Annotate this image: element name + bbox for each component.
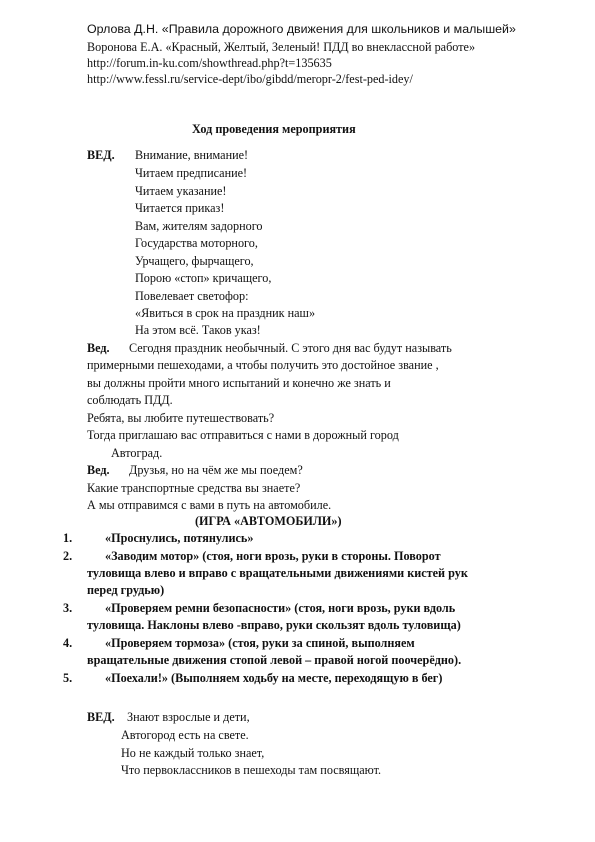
paragraph-line: Друзья, но на чём же мы поедем? — [129, 463, 303, 477]
poem-line: Автогород есть на свете. — [121, 728, 249, 742]
list-item-line: туловища. Наклоны влево -вправо, руки скользят вдоль туловища) — [87, 618, 461, 632]
game-title: (ИГРА «АВТОМОБИЛИ») — [195, 514, 342, 528]
poem-line: Читается приказ! — [135, 201, 225, 215]
list-item-line: «Поехали!» (Выполняем ходьбу на месте, переходящую в бег) — [105, 671, 443, 685]
poem-line: На этом всё. Таков указ! — [135, 323, 261, 337]
paragraph-line: Ребята, вы любите путешествовать? — [87, 411, 275, 425]
list-item-line: перед грудью) — [87, 583, 165, 597]
poem-line: Порою «стоп» кричащего, — [135, 271, 272, 285]
reference-link[interactable]: http://forum.in-ku.com/showthread.php?t=135635 — [87, 56, 332, 70]
paragraph-line: Сегодня праздник необычный. С этого дня вас будут называть — [129, 341, 452, 355]
list-item-line: «Проснулись, потянулись» — [105, 531, 254, 545]
poem-line: Урчащего, фырчащего, — [135, 254, 254, 268]
list-number: 4. — [63, 636, 73, 650]
paragraph-line: вы должны пройти много испытаний и конечно же знать и — [87, 376, 391, 390]
speaker-label: Вед. — [87, 341, 110, 355]
poem-line: Государства моторного, — [135, 236, 258, 250]
reference-line: Орлова Д.Н. «Правила дорожного движения для школьников и малышей» — [87, 22, 516, 36]
poem-line: Повелевает светофор: — [135, 289, 249, 303]
paragraph-line: Тогда приглашаю вас отправиться с нами в дорожный город — [87, 428, 399, 442]
paragraph-line: Какие транспортные средства вы знаете? — [87, 481, 301, 495]
speaker-label: Вед. — [87, 463, 110, 477]
list-number: 3. — [63, 601, 73, 615]
paragraph-line: А мы отправимся с вами в путь на автомобиле. — [87, 498, 332, 512]
poem-line: «Явиться в срок на праздник наш» — [135, 306, 316, 320]
reference-link[interactable]: http://www.fessl.ru/service-dept/ibo/gibdd/meropr-2/fest-ped-idey/ — [87, 72, 413, 86]
list-item-line: «Проверяем ремни безопасности» (стоя, ноги врозь, руки вдоль — [105, 601, 456, 615]
list-number: 1. — [63, 531, 73, 545]
list-number: 5. — [63, 671, 73, 685]
paragraph-line: соблюдать ПДД. — [87, 393, 173, 407]
list-item-line: вращательные движения стопой левой – правой ногой поочерёдно). — [87, 653, 462, 667]
poem-line: Вам, жителям задорного — [135, 219, 263, 233]
poem-line: Внимание, внимание! — [135, 148, 249, 162]
list-item-line: «Заводим мотор» (стоя, ноги врозь, руки в стороны. Поворот — [105, 549, 441, 563]
paragraph-line: примерными пешеходами, а чтобы получить это достойное звание , — [87, 358, 439, 372]
poem-line: Что первоклассников в пешеходы там посвящают. — [121, 763, 382, 777]
poem-line: Знают взрослые и дети, — [127, 710, 250, 724]
poem-line: Читаем указание! — [135, 184, 227, 198]
list-number: 2. — [63, 549, 73, 563]
list-item-line: «Проверяем тормоза» (стоя, руки за спиной, выполняем — [105, 636, 415, 650]
section-heading: Ход проведения мероприятия — [192, 122, 356, 136]
speaker-label: ВЕД. — [87, 148, 115, 162]
poem-line: Читаем предписание! — [135, 166, 248, 180]
speaker-label: ВЕД. — [87, 710, 115, 724]
list-item-line: туловища влево и вправо с вращательными движениями кистей рук — [87, 566, 468, 580]
reference-line: Воронова Е.А. «Красный, Желтый, Зеленый! ПДД во внеклассной работе» — [87, 40, 476, 54]
paragraph-line: Автоград. — [111, 446, 163, 460]
poem-line: Но не каждый только знает, — [121, 746, 265, 760]
